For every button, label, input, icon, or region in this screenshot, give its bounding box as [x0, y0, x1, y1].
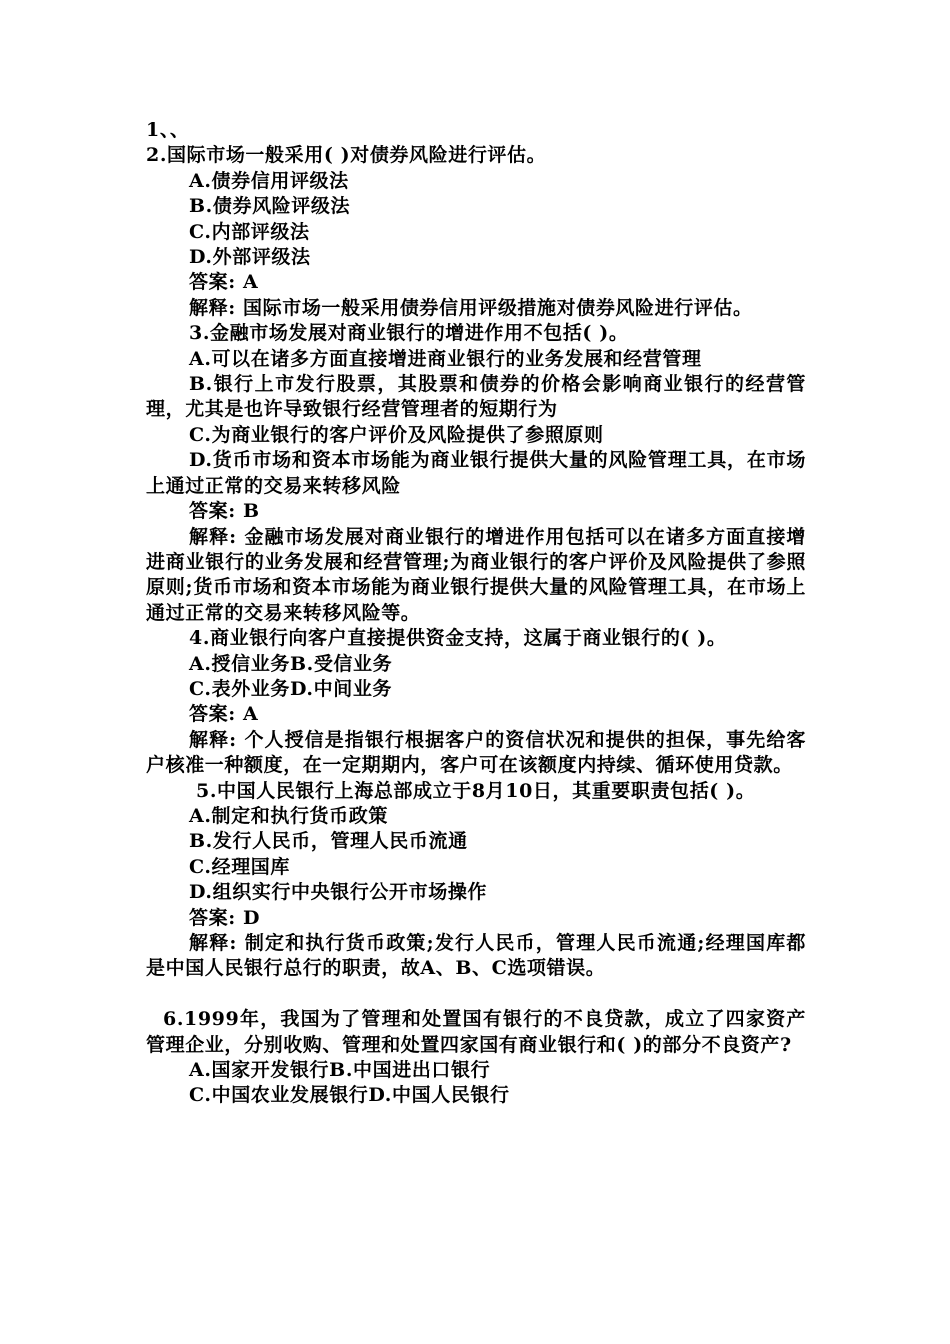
q5-option-c: C.经理国库 [189, 855, 291, 878]
q5-explanation: 解释: 制定和执行货币政策;发行人民币，管理人民币流通;经理国库都是中国人民银行总行的职责，故A、B、C选项错误。 [146, 932, 806, 980]
document-body [146, 118, 806, 1109]
q2-option-c: C.内部评级法 [189, 220, 310, 243]
q6-options-ab: A.国家开发银行B.中国进出口银行 [189, 1059, 491, 1082]
q4-answer: 答案: A [189, 703, 259, 726]
q5-option-d: D.组织实行中央银行公开市场操作 [189, 881, 488, 904]
q3-option-c: C.为商业银行的客户评价及风险提供了参照原则 [189, 423, 604, 446]
question-2: 2.国际市场一般采用( )对债券风险进行评估。 [146, 144, 547, 167]
question-3: 3.金融市场发展对商业银行的增进作用不包括( )。 [189, 322, 629, 345]
question-5: 5.中国人民银行上海总部成立于8月10日，其重要职责包括( )。 [196, 779, 756, 802]
q3-option-a: A.可以在诸多方面直接增进商业银行的业务发展和经营管理 [189, 347, 702, 370]
q3-option-b: B.银行上市发行股票，其股票和债券的价格会影响商业银行的经营管理，尤其是也许导致银行经营管理者的短期行为 [146, 373, 806, 421]
q4-explanation: 解释: 个人授信是指银行根据客户的资信状况和提供的担保，事先给客户核准一种额度，在一定期期内，客户可在该额度内持续、循环使用贷款。 [146, 728, 806, 777]
q5-option-b: B.发行人民币，管理人民币流通 [189, 830, 468, 853]
q3-explanation: 解释: 金融市场发展对商业银行的增进作用包括可以在诸多方面直接增进商业银行的业务发展和经营管理;为商业银行的客户评价及风险提供了参照原则;货币市场和资本市场能为商业银行提供大量的风险管理工具，在市场上通过正常的交易来转移风险等。 [146, 525, 806, 624]
question-6: 6.1999年，我国为了管理和处置国有银行的不良贷款，成立了四家资产管理企业，分别收购、管理和处置四家国有商业银行和( )的部分不良资产? [146, 1008, 806, 1056]
q5-answer: 答案: D [189, 906, 261, 929]
q3-answer: 答案: B [189, 500, 260, 523]
q3-option-d: D.货币市场和资本市场能为商业银行提供大量的风险管理工具，在市场上通过正常的交易来转移风险 [146, 449, 806, 497]
q4-options-cd: C.表外业务D.中间业务 [189, 677, 393, 700]
line-1: 1、、 [146, 119, 190, 141]
spacer [146, 982, 806, 1007]
q6-options-cd: C.中国农业发展银行D.中国人民银行 [189, 1084, 510, 1107]
q2-explanation: 解释: 国际市场一般采用债券信用评级措施对债券风险进行评估。 [189, 296, 753, 319]
q2-option-a: A.债券信用评级法 [189, 169, 349, 192]
q5-option-a: A.制定和执行货币政策 [189, 804, 388, 827]
question-4: 4.商业银行向客户直接提供资金支持，这属于商业银行的( )。 [189, 627, 727, 650]
q4-options-ab: A.授信业务B.受信业务 [189, 652, 393, 675]
q2-option-b: B.债券风险评级法 [189, 195, 351, 218]
q2-answer: 答案: A [189, 271, 259, 294]
q2-option-d: D.外部评级法 [189, 246, 311, 269]
